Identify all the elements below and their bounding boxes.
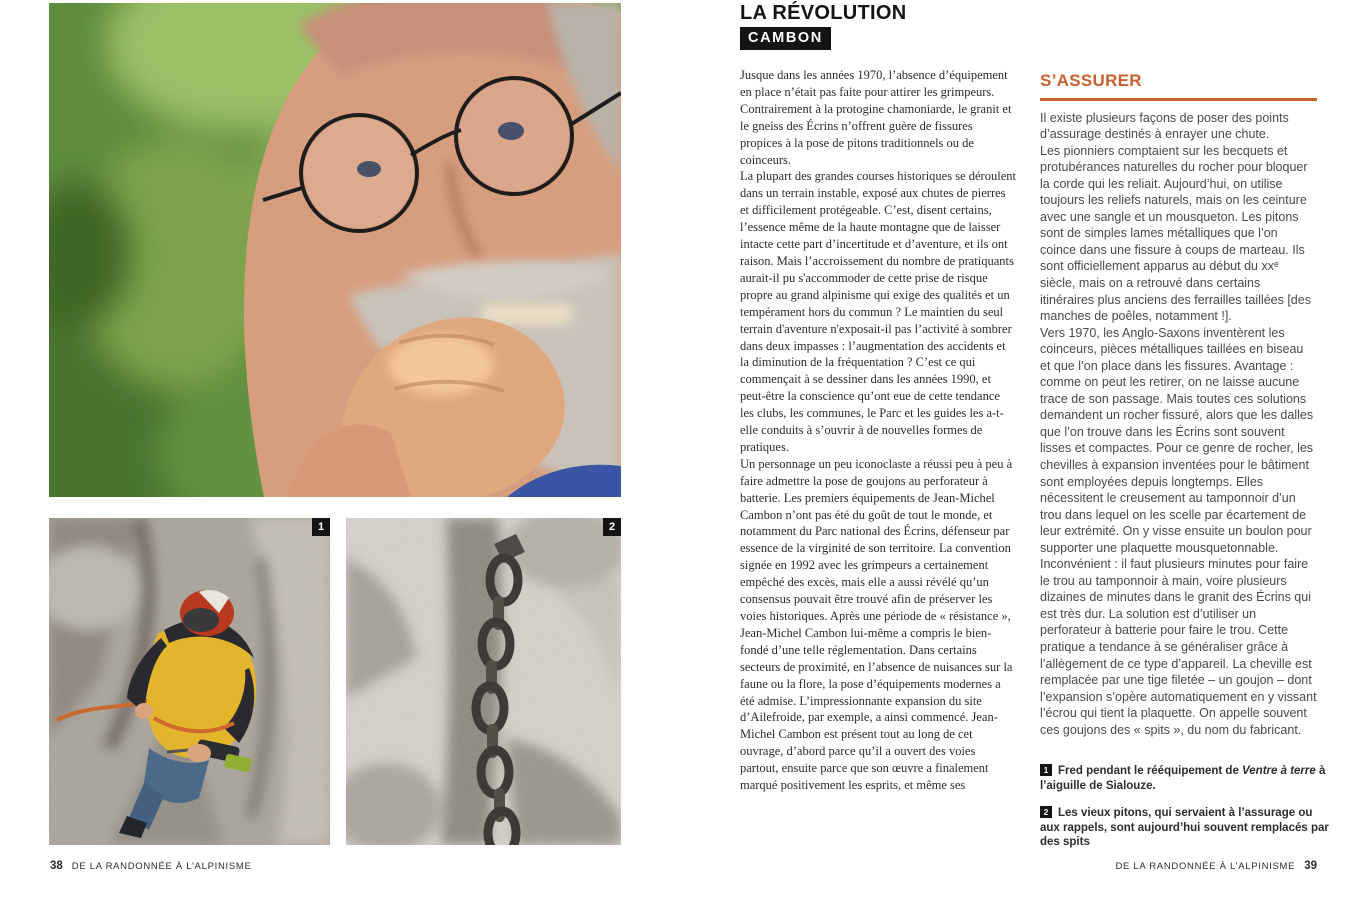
article-paragraph: Jusque dans les années 1970, l’absence d’équipement en place n’était pas faite pour attirer les grimpeurs. Contrairement à la protogine chamoniarde, le granit et le gneiss des Écrins n’offrent guère de fissures propices à la pose de pitons traditionnels ou de coinceurs. (740, 68, 1012, 167)
caption-1-italic: Ventre à terre (1242, 765, 1316, 777)
sidebar-paragraph: Vers 1970, les Anglo-Saxons inventèrent les coinceurs, pièces métalliques taillées en biseau et que l’on place dans les fissures. Avantage : comme on peut les retirer, on ne laisse aucune trace de son passage. Mais toutes ces solutions demandent un rocher fissuré, alors que les dalles que l’on trouve dans les Écrins sont souvent lisses et compactes. Pour ce genre de rocher, les chevilles à expansion inventées pour le bâtiment sont employées depuis longtemps. Elles nécessitent le creusement au tamponnoir d’un trou dans lequel on les scelle par écartement de leur extrémité. On y visse ensuite un boulon pour supporter une plaquette mousquetonnable. Inconvénient : il faut plusieurs minutes pour faire le trou au tamponnoir à main, voire plusieurs dizaines de minutes dans le granit des Écrins qui est très dur. La solution est d’utiliser un perforateur à batterie pour faire le trou. Cette pratique a tendance à se généraliser grâce à l’allègement de ce type d’appareil. La cheville est remplacée par une tige filetée – un goujon – dont l’expansion s’opère automatiquement en y vissant l’écrou qui tient la plaquette. On appelle souvent ces goujons des « spits », du nom du fabricant. (1040, 325, 1317, 737)
photo-captions (1040, 764, 1332, 863)
page-number-right: 39 (1304, 860, 1317, 872)
sidebar-heading: S’ASSURER (1040, 71, 1142, 90)
article-title: LA RÉVOLUTION (740, 2, 907, 24)
sidebar-body (1040, 110, 1317, 739)
portrait-photo (49, 3, 621, 497)
caption-1-text-after: à l’aiguille de Sialouze. (1040, 765, 1326, 792)
caption-1-text: Fred pendant le rééquipement de (1058, 765, 1243, 777)
portrait-photo-art (49, 3, 621, 497)
running-title-right: DE LA RANDONNÉE À L’ALPINISME (1115, 861, 1296, 872)
caption-2 (1040, 806, 1332, 850)
sidebar-sassurer (1040, 71, 1317, 738)
footer-right (1115, 860, 1317, 872)
photo-badge-1: 1 (312, 518, 330, 536)
chains-photo (346, 518, 621, 845)
page-number-left: 38 (50, 860, 63, 872)
sidebar-rule (1040, 98, 1317, 101)
climber-photo (49, 518, 330, 845)
article-paragraph: Un personnage un peu iconoclaste a réussi peu à peu à faire admettre la pose de goujons au perforateur à batterie. Les premiers équipements de Jean-Michel Cambon n’ont pas été du goût de tout le monde, et notamment du Parc national des Écrins, défenseur par essence de la virginité de son territoire. La convention signée en 1992 avec les grimpeurs a certainement empêché des excès, mais elle a aussi révélé qu’un consensus pouvait être trouvé afin de préserver les voies historiques. Après une période de « résistance », Jean-Michel Cambon lui-même a compris le bien-fondé d’une telle réglementation. Dans certains secteurs de proximité, en l’absence de nuisances sur la faune ou la flore, la pose d’équipements modernes a été admise. L’impressionnante expansion du site d’Ailefroide, par exemple, a ainsi commencé. Jean-Michel Cambon est présent tout au long de cet ouvrage, d’abord parce qu’il a ouvert des voies partout, ensuite parce que son œuvre a finalement marqué positivement les esprits, et même ses (740, 456, 1013, 793)
climber-photo-art (49, 518, 330, 845)
caption-badge-1: 1 (1040, 764, 1052, 776)
article-body (740, 67, 1016, 794)
sidebar-paragraph: Les pionniers comptaient sur les becquets et protubérances naturelles du rocher pour bloquer la corde qui les reliait. Aujourd’hui, on utilise toujours les reliefs naturels, mais on les ceinture avec une sangle et un mousqueton. Les pitons sont de simples lames métalliques que l’on coince dans une fissure à coups de marteau. Ils sont officiellement apparus au début du xxᵉ siècle, mais on a retrouvé dans certains itinéraires plus anciens des ferrailles taillées [des manches de poêles, notamment !]. (1040, 143, 1311, 324)
photo-badge-2: 2 (603, 518, 621, 536)
running-title-left: DE LA RANDONNÉE À L’ALPINISME (71, 861, 252, 872)
article-paragraph: La plupart des grandes courses historiques se déroulent dans un terrain instable, exposé aux chutes de pierres et difficilement protégeable. C’est, disent certains, l’essence même de la haute montagne que de laisser intacte cette part d’incertitude et d’aventure, et ils ont raison. Mais l’accroissement du nombre de pratiquants aurait-il pu s'accommoder de cette prise de risque propre au grand alpinisme qui exige des qualités et un tempérament hors du commun ? Le maintien du seul terrain d'aventure n'exposait-il pas l’activité à sombrer dans deux impasses : l’augmentation des accidents et la diminution de la fréquentation ? C’est ce qui commençait à se dessiner dans les années 1990, et peut-être la conscience qu’ont eue de cette tendance les clubs, les communes, le Parc et les guides les a-t-elle conduits à s’ouvrir à de nouvelles formes de pratiques. (740, 169, 1016, 454)
sidebar-paragraph: Il existe plusieurs façons de poser des points d’assurage destinés à enrayer une chute. (1040, 110, 1289, 142)
caption-2-text: Les vieux pitons, qui servaient à l’assurage ou aux rappels, sont aujourd’hui souvent remplacés par des spits (1040, 807, 1329, 848)
article-title-tag: CAMBON (740, 27, 831, 50)
caption-badge-2: 2 (1040, 806, 1052, 818)
footer-left (50, 860, 252, 872)
chains-photo-art (346, 518, 621, 845)
caption-1 (1040, 764, 1332, 793)
